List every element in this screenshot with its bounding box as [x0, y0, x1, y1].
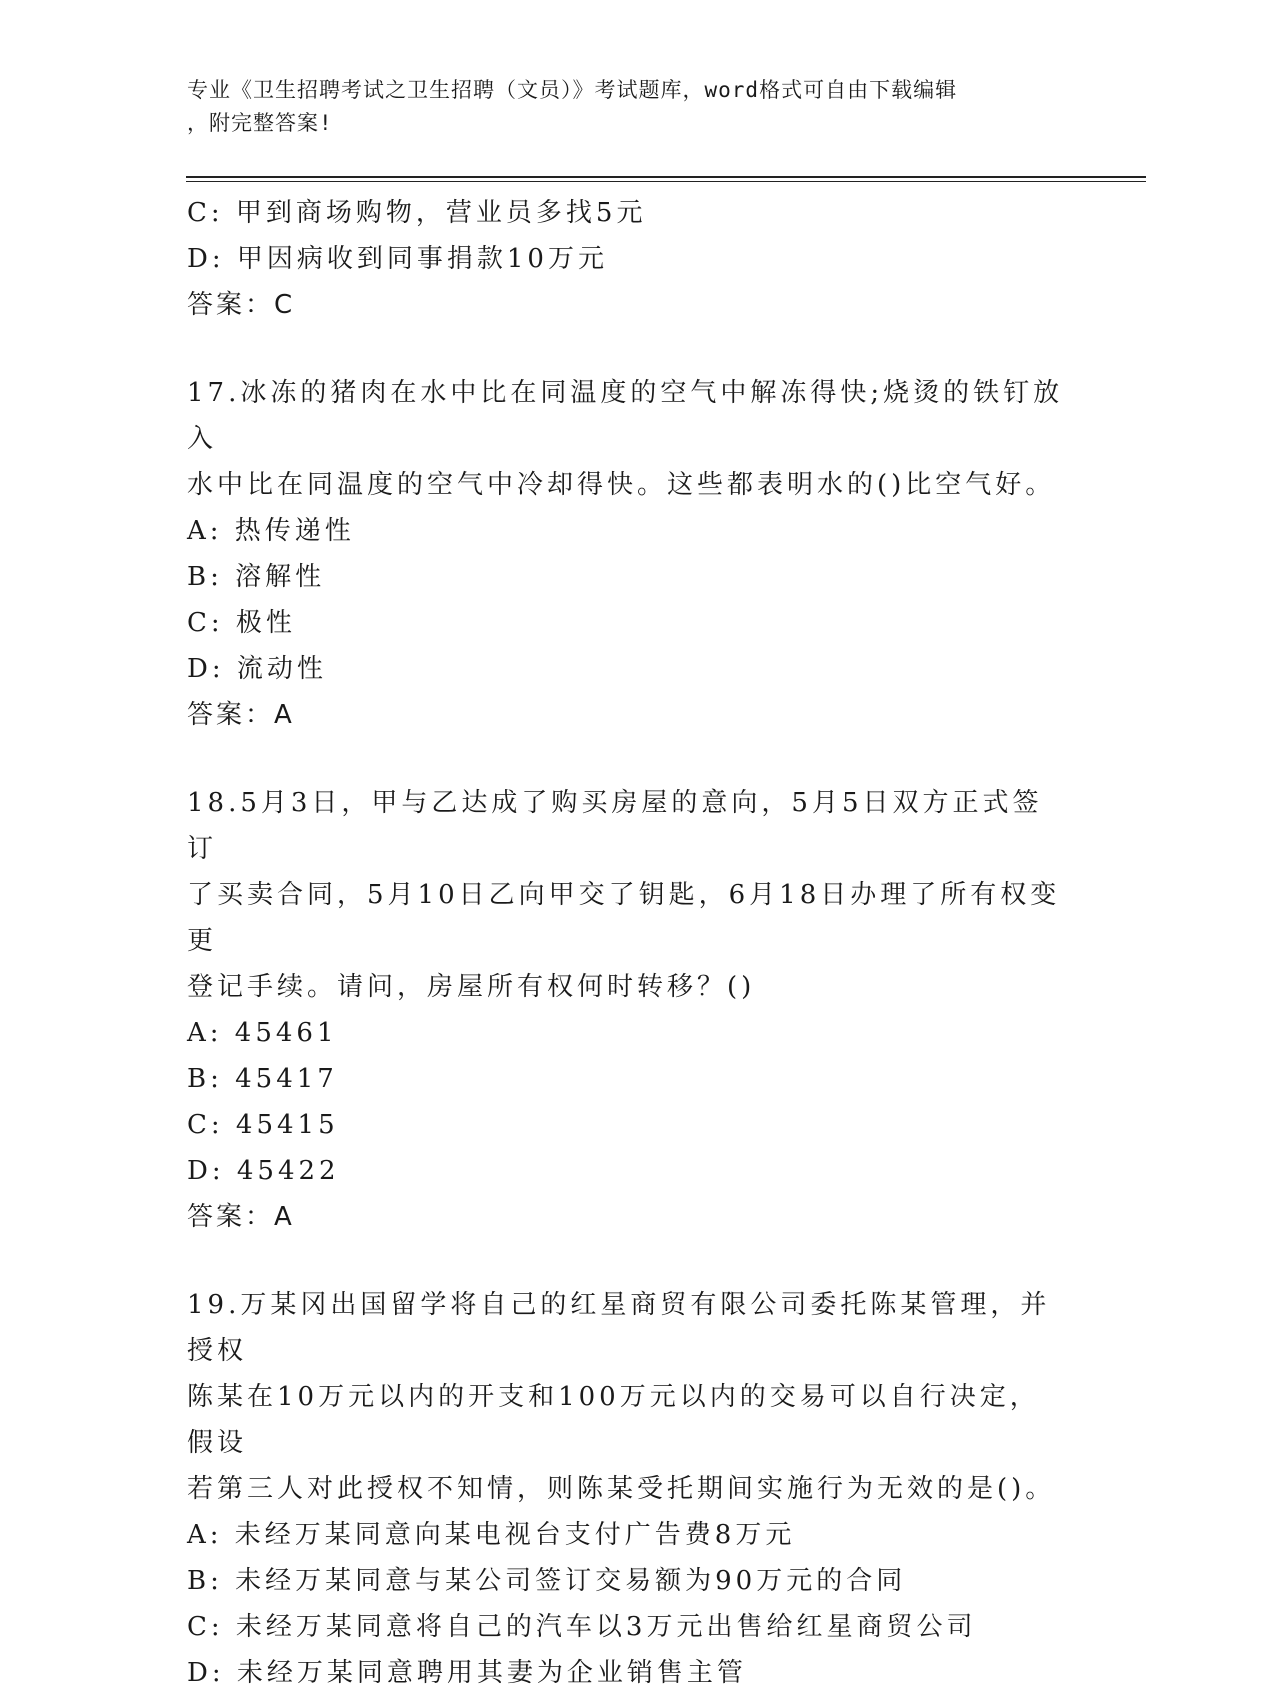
header-divider-thick	[186, 176, 1146, 178]
header-divider-thin	[186, 181, 1146, 182]
question-text-line-3: 若第三人对此授权不知情，则陈某受托期间实施行为无效的是()。	[187, 1474, 1056, 1504]
option-c: C: 极性	[187, 608, 296, 638]
spacer	[187, 328, 1087, 370]
option-c: C: 45415	[187, 1110, 339, 1140]
option-c: C: 甲到商场购物，营业员多找5元	[187, 198, 647, 228]
option-d: D: 未经万某同意聘用其妻为企业销售主管	[187, 1658, 747, 1688]
question-list	[187, 190, 1087, 1696]
answer-label: 答案：C	[187, 290, 296, 320]
option-d: D: 甲因病收到同事捐款10万元	[187, 244, 608, 274]
option-a: A: 热传递性	[187, 516, 355, 546]
option-b: B: 45417	[187, 1064, 338, 1094]
answer-label: 答案：A	[187, 700, 295, 730]
question-text-line-2: 了买卖合同，5月10日乙向甲交了钥匙，6月18日办理了所有权变更	[187, 880, 1061, 956]
question-17	[187, 370, 1087, 738]
spacer	[187, 1240, 1087, 1282]
question-18	[187, 780, 1087, 1240]
question-16	[187, 190, 1087, 328]
answer-label: 答案：A	[187, 1202, 295, 1232]
question-text-line-1: 17.冰冻的猪肉在水中比在同温度的空气中解冻得快;烧烫的铁钉放入	[187, 378, 1064, 454]
question-text-line-2: 陈某在10万元以内的开支和100万元以内的交易可以自行决定，假设	[187, 1382, 1040, 1458]
document-header	[187, 74, 1067, 140]
question-text-line-3: 登记手续。请问，房屋所有权何时转移？()	[187, 972, 756, 1002]
option-d: D: 45422	[187, 1156, 340, 1186]
question-text-line-1: 19.万某冈出国留学将自己的红星商贸有限公司委托陈某管理，并授权	[187, 1290, 1051, 1366]
option-b: B: 溶解性	[187, 562, 326, 592]
question-text-line-1: 18.5月3日，甲与乙达成了购买房屋的意向，5月5日双方正式签订	[187, 788, 1043, 864]
header-line-2: ，附完整答案!	[187, 111, 333, 135]
option-a: A: 未经万某同意向某电视台支付广告费8万元	[187, 1520, 796, 1550]
option-a: A: 45461	[187, 1018, 338, 1048]
option-b: B: 未经万某同意与某公司签订交易额为90万元的合同	[187, 1566, 907, 1596]
spacer	[187, 738, 1087, 780]
option-d: D: 流动性	[187, 654, 327, 684]
header-line-1: 专业《卫生招聘考试之卫生招聘（文员）》考试题库，word格式可自由下载编辑	[187, 78, 958, 102]
option-c: C: 未经万某同意将自己的汽车以3万元出售给红星商贸公司	[187, 1612, 977, 1642]
question-19	[187, 1282, 1087, 1696]
question-text-line-2: 水中比在同温度的空气中冷却得快。这些都表明水的()比空气好。	[187, 470, 1056, 500]
